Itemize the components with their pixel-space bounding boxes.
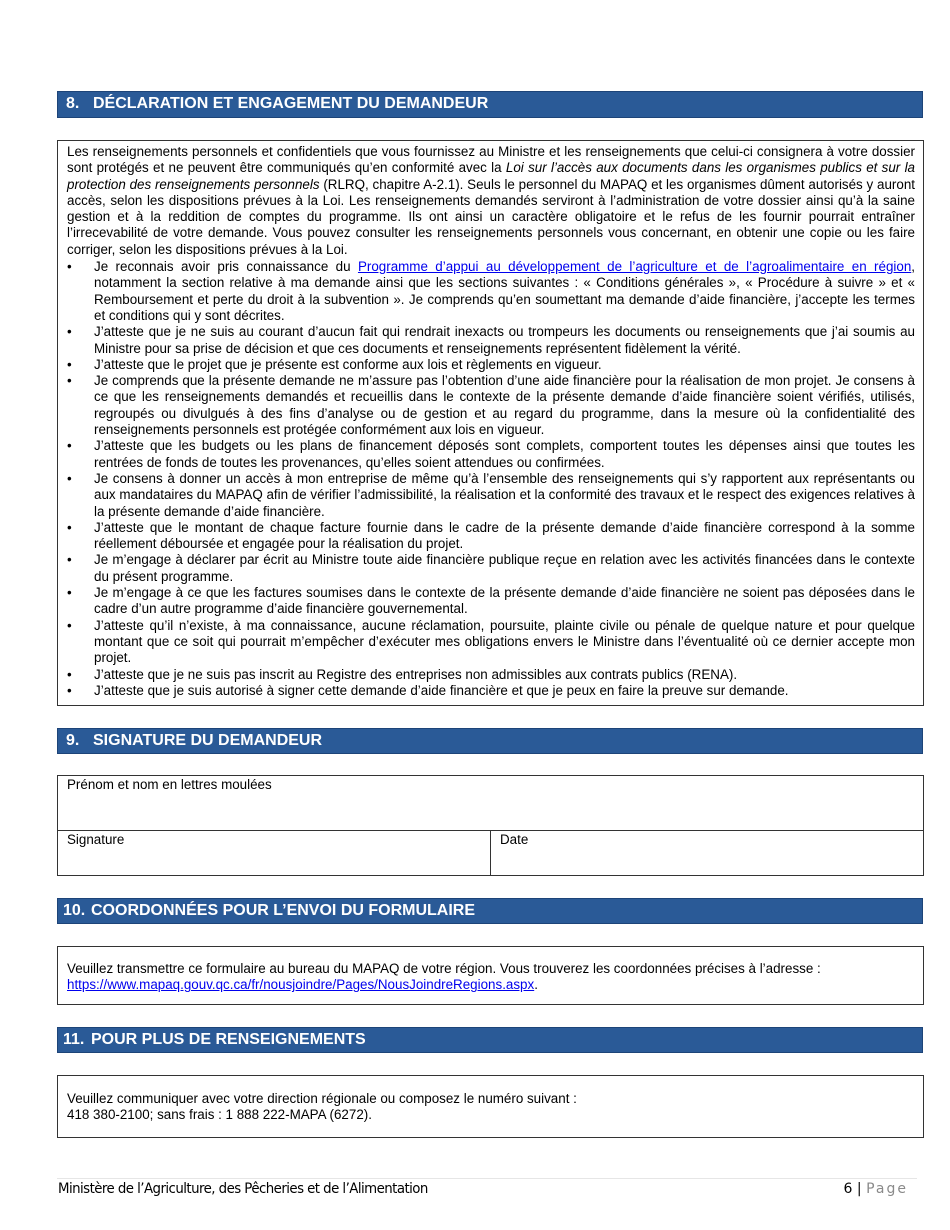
regions-link[interactable]: https://www.mapaq.gouv.qc.ca/fr/nousjoindre/Pages/NousJoindreRegions.aspx [67, 977, 535, 993]
signature-label: Signature [67, 832, 125, 847]
date-label: Date [500, 832, 529, 847]
bullet-icon: • [67, 356, 72, 372]
section-10-header [57, 898, 923, 924]
bullet-icon: • [67, 617, 72, 633]
date-field[interactable] [492, 831, 923, 875]
region-link-line: https://www.mapaq.gouv.qc.ca/fr/nousjoindre/Pages/NousJoindreRegions.aspx. [67, 977, 538, 993]
list-item: • J’atteste que je ne suis au courant d’aucun fait qui rendrait inexacts ou trompeurs les documents ou renseignements que j’ai soumis au Ministre pour sa prise de décision et que ces documents et renseignements représentent fidèlement la vérité. [67, 324, 915, 356]
law-title: Loi sur l’accès aux documents dans les organismes publics et sur la protection des renseignements personnels [67, 160, 915, 192]
section-title: POUR PLUS DE RENSEIGNEMENTS [91, 1030, 366, 1048]
list-item: • Je m’engage à ce que les factures soumises dans le contexte de la présente demande d’aide financière ne soient pas déposées dans le cadre d’un autre programme d’aide financière gouvernemental. [67, 585, 915, 617]
program-link[interactable]: Programme d’appui au développement de l’agriculture et de l’agroalimentaire en région [357, 259, 912, 275]
bullet-icon: • [67, 373, 72, 389]
section-number: 9. [66, 731, 80, 749]
signature-field[interactable] [58, 831, 491, 875]
declaration-box [57, 140, 924, 706]
page-indicator [844, 1181, 908, 1197]
bullet-icon: • [67, 552, 72, 568]
section-9-header [57, 728, 923, 754]
bullet-icon: • [67, 259, 72, 275]
section-title: DÉCLARATION ET ENGAGEMENT DU DEMANDEUR [93, 95, 489, 113]
list-item: • J’atteste que le projet que je présente est conforme aux lois et règlements en vigueur. [67, 356, 602, 372]
bullet-icon: • [67, 682, 72, 698]
list-item: • J’atteste que le montant de chaque facture fournie dans le cadre de la présente demande d’aide financière correspond à la somme réellement déboursée et engagée pour la réalisation du projet. [67, 519, 915, 552]
list-item: • J’atteste qu’il n’existe, à ma connaissance, aucune réclamation, poursuite, plainte civile ou pénale de quelque nature et pour quelque montant que ce soit qui pourrait m’empêcher d’exécuter mes obligations envers le Ministre dans l’éventualité où ce dernier accepte mon projet. [67, 617, 915, 666]
page-number: 6 [843, 1181, 853, 1197]
list-item: • J’atteste que je ne suis pas inscrit au Registre des entreprises non admissibles aux contrats publics (RENA). [67, 666, 738, 682]
section-number: 10. [63, 901, 86, 919]
page-word: Page [866, 1181, 908, 1197]
bullet-icon: • [67, 519, 72, 535]
section-title: SIGNATURE DU DEMANDEUR [93, 731, 323, 749]
footer-ministry: Ministère de l’Agriculture, des Pêcheries et de l’Alimentation [58, 1181, 428, 1197]
signature-table [57, 775, 924, 876]
bullet-icon: • [67, 438, 72, 454]
contact-phone: 418 380-2100; sans frais : 1 888 222-MAPA (6272). [67, 1107, 372, 1123]
name-field[interactable] [58, 776, 923, 831]
contact-instructions: Veuillez communiquer avec votre direction régionale ou composez le numéro suivant : [67, 1091, 577, 1106]
privacy-notice: Les renseignements personnels et confidentiels que vous fournissez au Ministre et les renseignements que celui-ci consignera à votre dossier sont protégés et ne peuvent être communiqués qu’en conformité avec la Loi sur l’accès aux documents dans les organismes publics et sur la protection des renseignements personnels (RLRQ, chapitre A-2.1). Seuls le personnel du MAPAQ et les organismes dûment autorisés y auront accès, selon les dispositions prévues à la Loi. Les renseignements demandés serviront à l’administration de votre dossier ainsi qu’à la saine gestion et à la reddition de comptes du programme. Ils ont ainsi un caractère obligatoire et le refus de les fournir pourrait entraîner l’irrecevabilité de votre demande. Vous pouvez consulter les renseignements personnels vous concernant, en obtenir une copie ou les faire corriger, selon les dispositions prévues à la Loi. [67, 144, 915, 257]
bullet-icon: • [67, 666, 72, 682]
section-number: 8. [66, 95, 80, 113]
footer-divider [57, 1178, 917, 1179]
list-item: • J’atteste que je suis autorisé à signer cette demande d’aide financière et que je peux en faire la preuve sur demande. [67, 682, 789, 698]
contact-info-box [57, 1075, 924, 1138]
section-title: COORDONNÉES POUR L’ENVOI DU FORMULAIRE [91, 901, 476, 919]
name-label: Prénom et nom en lettres moulées [67, 777, 272, 792]
bullet-icon: • [67, 585, 72, 601]
section-number: 11. [63, 1030, 85, 1048]
section-8-header [57, 91, 923, 118]
bullet-icon: • [67, 324, 72, 340]
section-11-header [57, 1027, 923, 1053]
list-item: • Je consens à donner un accès à mon entreprise de même qu’à l’ensemble des renseignements qui s’y rapportent aux représentants ou aux mandataires du MAPAQ afin de vérifier l’admissibilité, la réalisation et la conformité des travaux et le respect des exigences relatives à la présente demande d’aide financière. [67, 470, 915, 519]
page-separator: | [856, 1181, 862, 1197]
declaration-list [67, 259, 915, 699]
sending-info-box [57, 946, 924, 1005]
sending-instructions: Veuillez transmettre ce formulaire au bureau du MAPAQ de votre région. Vous trouverez les coordonnées précises à l’adresse : [67, 961, 821, 976]
list-item: • Je comprends que la présente demande ne m’assure pas l’obtention d’une aide financière pour la réalisation de mon projet. Je consens à ce que les renseignements demandés et recueillis dans le contexte de la présente demande d’aide financière soient vérifiés, utilisés, regroupés ou divulgués à des fins d’analyse ou de gestion et au regard du programme, dans la mesure où la confidentialité des renseignements personnels est protégée conformément aux lois en vigueur. [67, 373, 915, 438]
bullet-icon: • [67, 470, 72, 486]
list-item: • Je m’engage à déclarer par écrit au Ministre toute aide financière publique reçue en relation avec les activités financées dans le contexte du présent programme. [67, 552, 915, 584]
list-item: • J’atteste que les budgets ou les plans de financement déposés sont complets, comportent toutes les dépenses ainsi que toutes les rentrées de fonds de toutes les provenances, qu’elles soient attendues ou confirmées. [67, 438, 915, 470]
list-item: • Je reconnais avoir pris connaissance du Programme d’appui au développement de l’agriculture et de l’agroalimentaire en région, notamment la section relative à ma demande ainsi que les sections suivantes : « Conditions générales », « Procédure à suivre » et « Remboursement et perte du droit à la subvention ». Je comprends qu’en soumettant ma demande d’aide financière, j’accepte les termes et conditions qui y sont décrites. [67, 259, 915, 323]
